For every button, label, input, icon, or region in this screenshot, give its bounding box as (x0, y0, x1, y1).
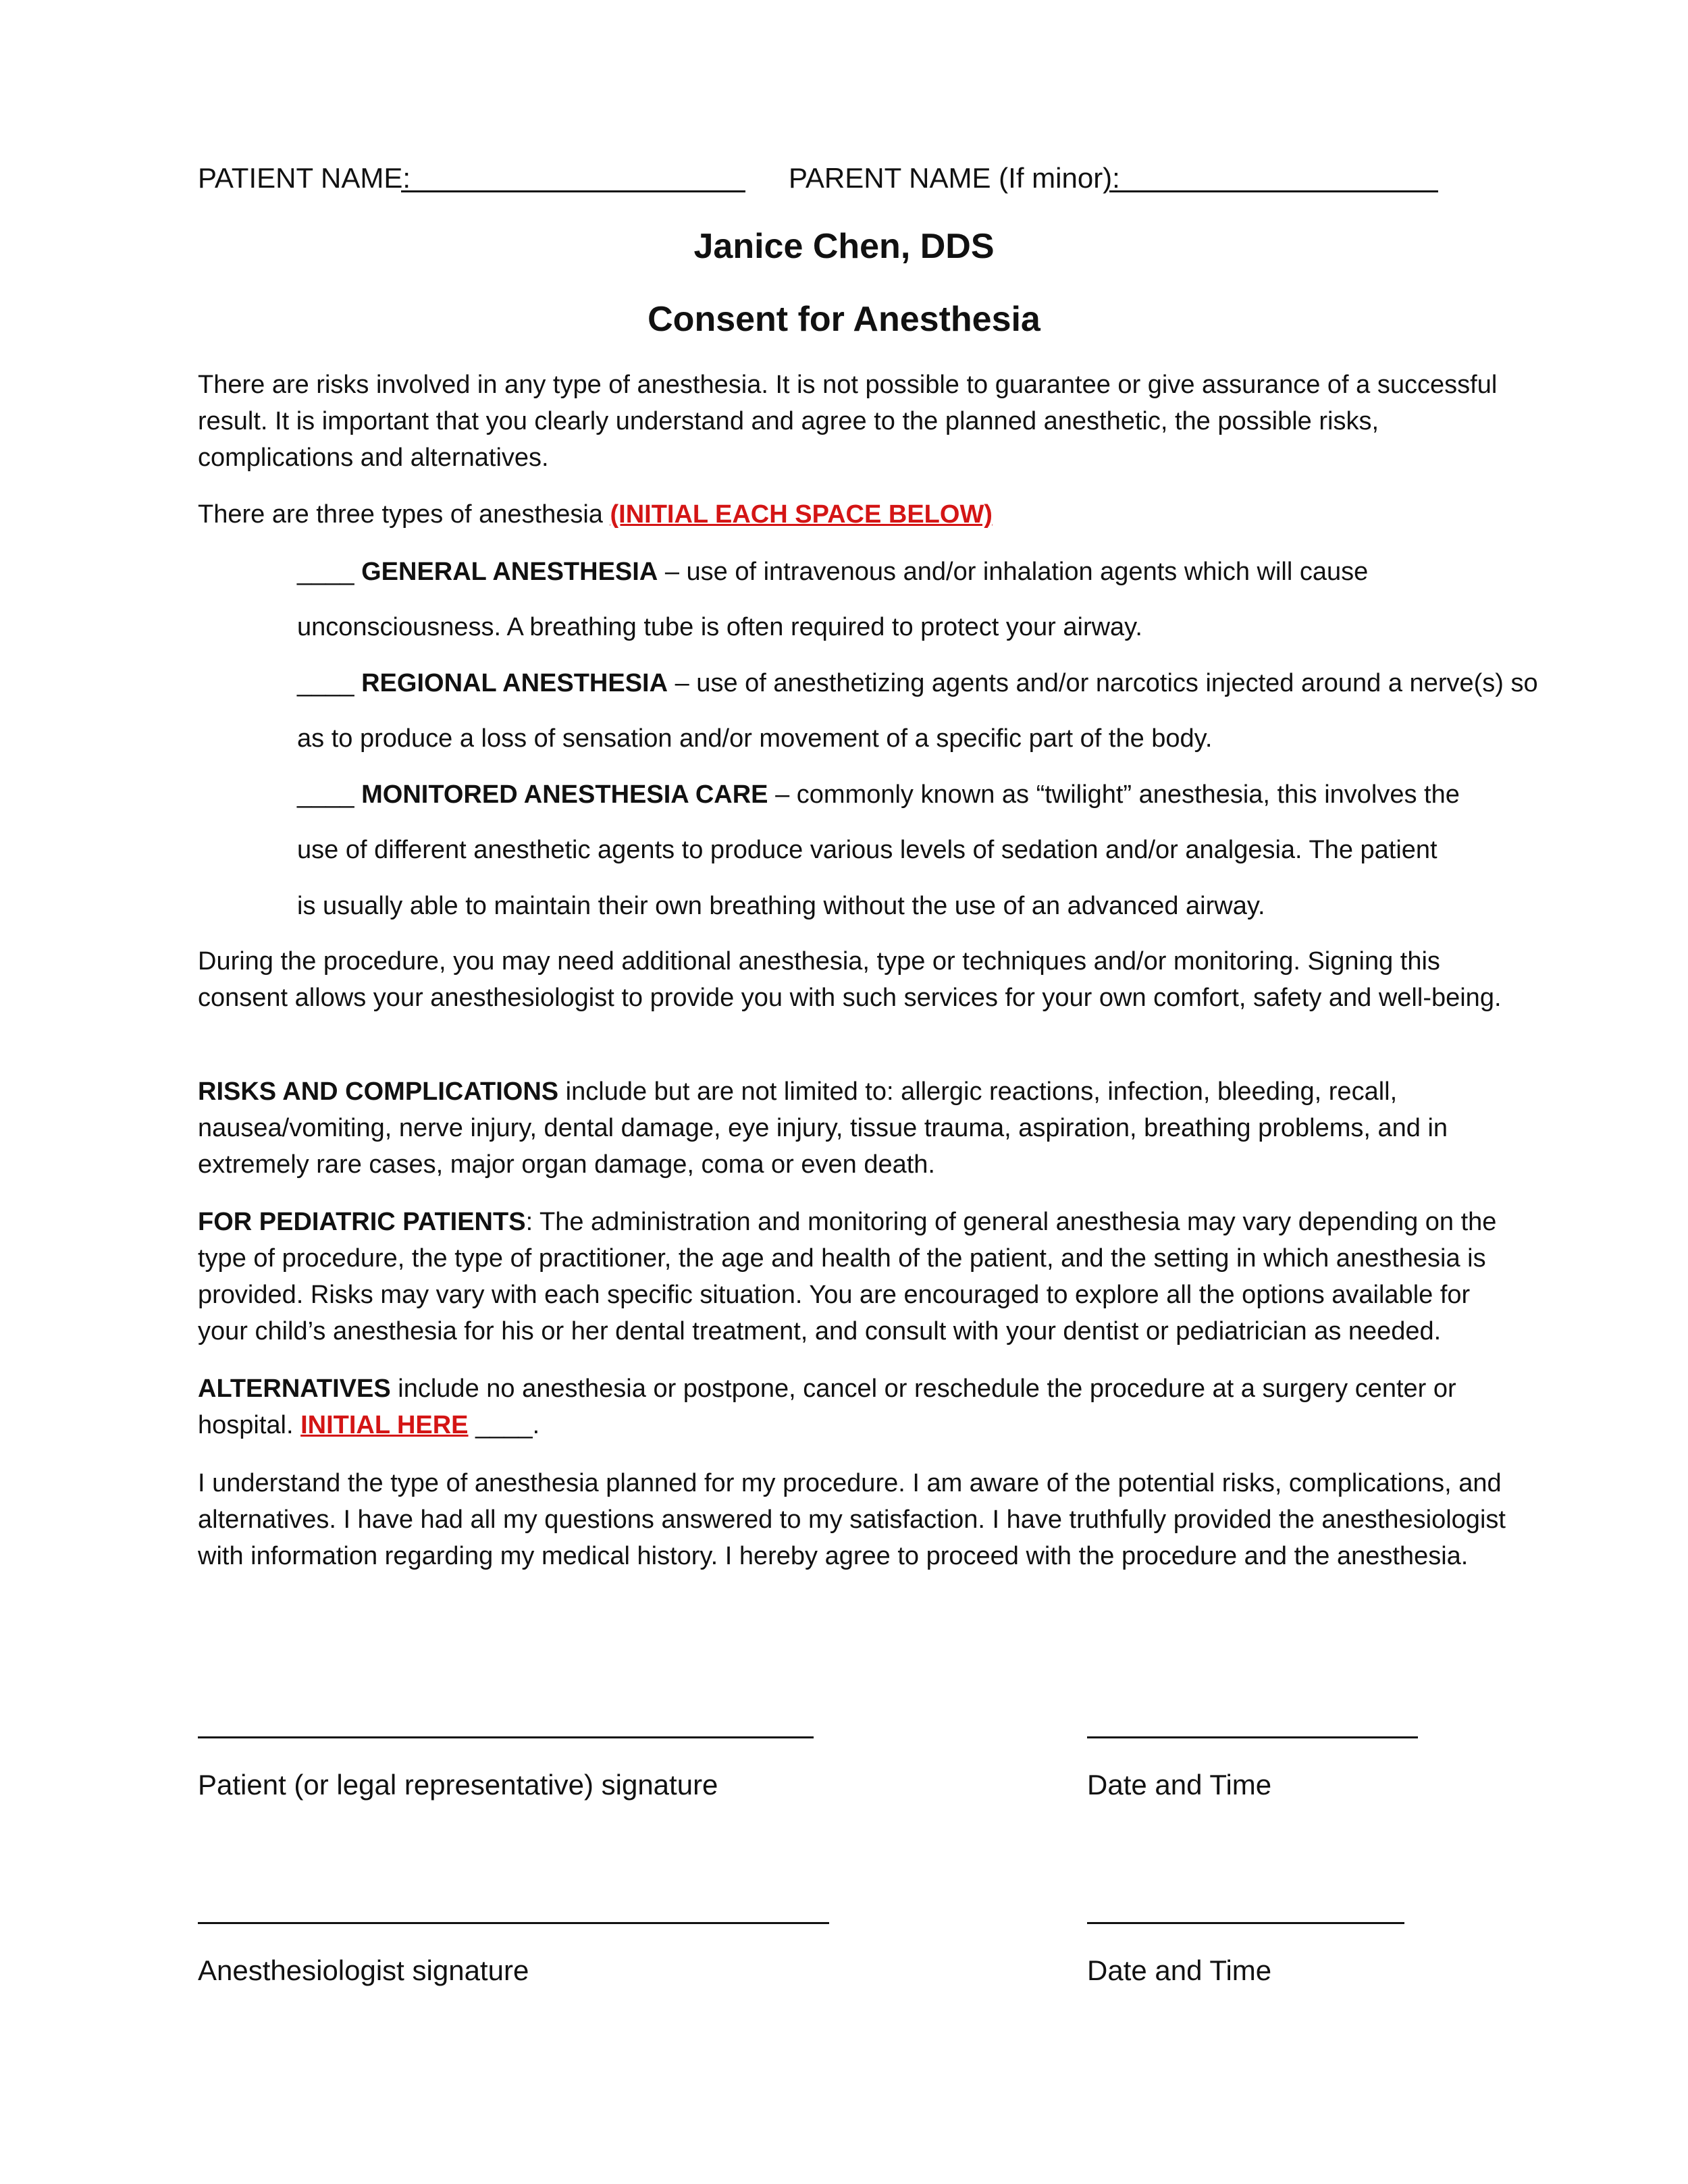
alternatives-heading: ALTERNATIVES (198, 1375, 391, 1403)
risks-heading: RISKS AND COMPLICATIONS (198, 1077, 559, 1106)
pediatric-heading: FOR PEDIATRIC PATIENTS (198, 1208, 526, 1236)
monitored-anesthesia-item (297, 776, 1460, 813)
agreement-paragraph: I understand the type of anesthesia planned for my procedure. I am aware of the potential risks, complications, and alternatives. I have had all my questions answered to my satisfaction. I have truthfully provided the anesthesiologist with information regarding my medical history. I hereby agree to proceed with the procedure and the anesthesia. (198, 1469, 1506, 1570)
alternatives-paragraph (198, 1370, 1508, 1443)
parent-name-field (789, 162, 1120, 194)
patient-name-blank[interactable] (401, 190, 745, 192)
general-anesthesia-line-1: – use of intravenous and/or inhalation agents which will cause (658, 558, 1369, 586)
regional-anesthesia-heading: REGIONAL ANESTHESIA (361, 669, 668, 697)
patient-signature-label: Patient (or legal representative) signature (198, 1769, 718, 1801)
general-anesthesia-heading: GENERAL ANESTHESIA (361, 558, 658, 586)
monitored-anesthesia-line-1: – commonly known as “twilight” anesthesia, this involves the (768, 780, 1460, 809)
initial-each-instruction: (INITIAL EACH SPACE BELOW) (610, 500, 993, 529)
practice-title: Janice Chen, DDS (693, 227, 995, 266)
regional-anesthesia-line-1: – use of anesthetizing agents and/or narcotics injected around a nerve(s) so (668, 669, 1538, 697)
general-anesthesia-item (297, 554, 1368, 590)
pediatric-paragraph (198, 1204, 1508, 1350)
anesthesiologist-date-label: Date and Time (1087, 1954, 1272, 1986)
general-anesthesia-line-2: unconsciousness. A breathing tube is often required to protect your airway. (297, 613, 1142, 641)
initial-here-label: INITIAL HERE (300, 1411, 469, 1439)
patient-name-field (198, 162, 411, 194)
patient-signature-line[interactable] (198, 1736, 814, 1738)
monitored-initial-blank[interactable]: ____ (297, 780, 354, 809)
types-intro-text: There are three types of anesthesia (198, 500, 603, 529)
regional-anesthesia-item (297, 665, 1538, 701)
patient-name-label: PATIENT NAME: (198, 162, 411, 194)
regional-anesthesia-line-2: as to produce a loss of sensation and/or movement of a specific part of the body. (297, 724, 1213, 753)
general-initial-blank[interactable]: ____ (297, 558, 354, 586)
procedure-paragraph: During the procedure, you may need additional anesthesia, type or techniques and/or monitoring. Signing this consent allows your anesthesiologist to provide you with such services for your own comfort, safety and well-being. (198, 947, 1502, 1012)
monitored-anesthesia-line-3: is usually able to maintain their own breathing without the use of an advanced airway. (297, 892, 1265, 920)
patient-date-label: Date and Time (1087, 1769, 1272, 1801)
types-intro (198, 496, 993, 533)
risks-text: include but are not limited to: allergic reactions, infection, bleeding, recall, nausea/vomiting, nerve injury, dental damage, eye injury, tissue trauma, aspiration, breathing problems, and in extremely rare cases, major organ damage, coma or even death. (198, 1077, 1448, 1179)
form-title: Consent for Anesthesia (648, 300, 1040, 339)
intro-paragraph: There are risks involved in any type of anesthesia. It is not possible to guarantee or give assurance of a successful result. It is important that you clearly understand and agree to the planned anesthetic, the possible risks, complications and alternatives. (198, 371, 1498, 472)
anesthesiologist-date-line[interactable] (1087, 1922, 1404, 1924)
alternatives-initial-blank[interactable]: ____. (468, 1411, 540, 1439)
anesthesiologist-signature-line[interactable] (198, 1922, 829, 1924)
monitored-anesthesia-line-2: use of different anesthetic agents to produce various levels of sedation and/or analgesia. The patient (297, 836, 1438, 864)
regional-initial-blank[interactable]: ____ (297, 669, 354, 697)
risks-paragraph (198, 1073, 1508, 1183)
pediatric-text: : The administration and monitoring of general anesthesia may vary depending on the type of procedure, the type of practitioner, the age and health of the patient, and the setting in which anesthesia is provided. Risks may vary with each specific situation. You are encouraged to explore all the options available for your child’s anesthesia for his or her dental treatment, and consult with your dentist or pediatrician as needed. (198, 1208, 1497, 1346)
patient-date-line[interactable] (1087, 1736, 1418, 1738)
monitored-anesthesia-heading: MONITORED ANESTHESIA CARE (361, 780, 768, 809)
parent-name-blank[interactable] (1109, 190, 1438, 192)
parent-name-label: PARENT NAME (If minor): (789, 162, 1120, 194)
alternatives-text: include no anesthesia or postpone, cancel or reschedule the procedure at a surgery center or hospital. (198, 1375, 1456, 1439)
anesthesiologist-signature-label: Anesthesiologist signature (198, 1954, 529, 1986)
